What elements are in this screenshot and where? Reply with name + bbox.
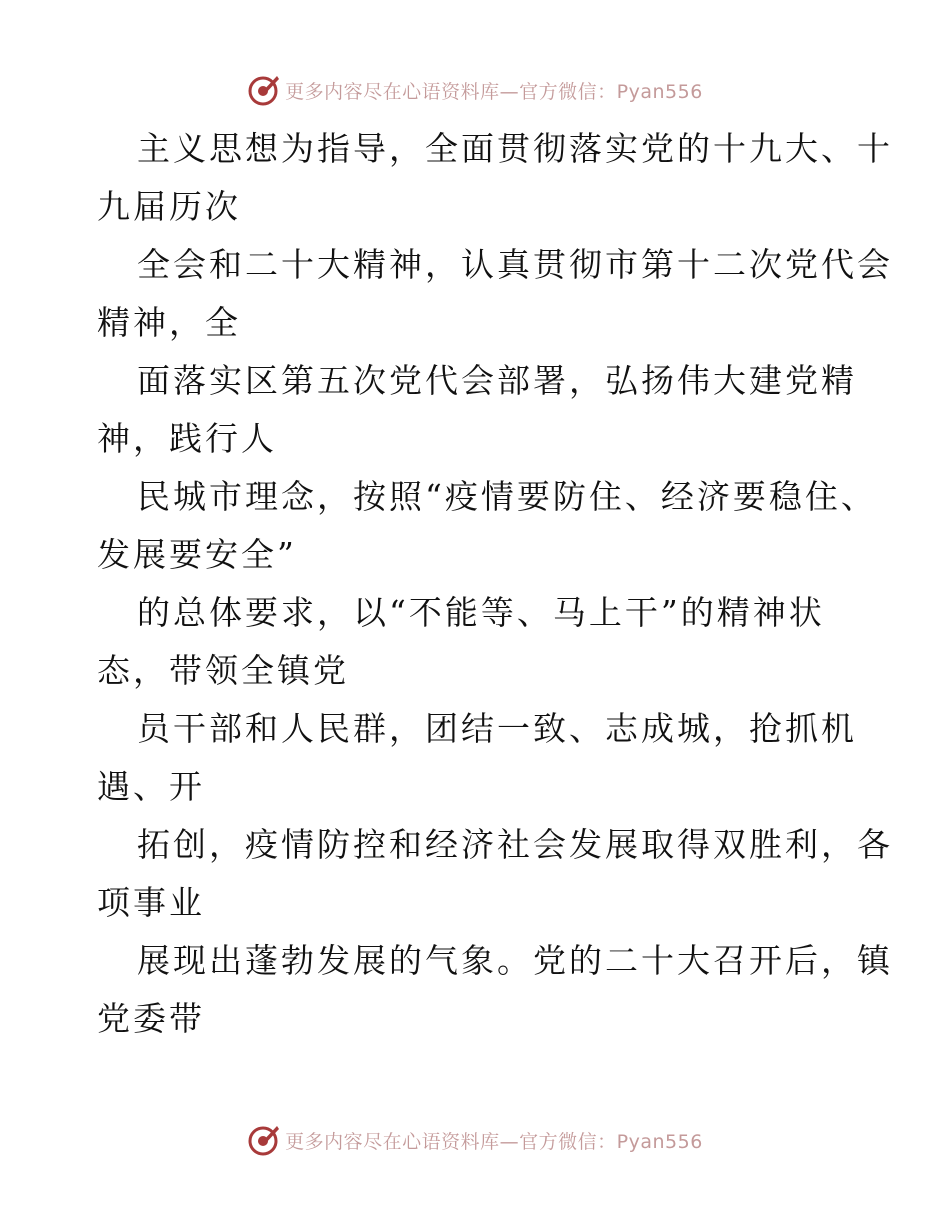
text-line: 项事业 [97, 883, 205, 922]
text-line: 的总体要求，以“不能等、马上干”的精神状 [137, 593, 825, 632]
text-line: 面落实区第五次党代会部署，弘扬伟大建党精 [137, 361, 857, 400]
text-line: 员干部和人民群，团结一致、志成城，抢抓机 [137, 709, 857, 748]
text-line: 神，践行人 [97, 419, 277, 458]
text-line: 九届历次 [97, 187, 241, 226]
text-line: 党委带 [97, 999, 205, 1038]
document-body [97, 120, 893, 1048]
header-banner [0, 70, 950, 110]
text-line: 民城市理念，按照“疫情要防住、经济要稳住、 [137, 477, 877, 516]
quill-circle-logo-icon [247, 73, 281, 107]
text-line: 遇、开 [97, 767, 205, 806]
footer-banner [0, 1120, 950, 1160]
header-banner-text: 更多内容尽在心语资料库—官方微信：Pyan556 [285, 80, 703, 103]
text-line: 精神，全 [97, 303, 241, 342]
quill-circle-logo-icon [247, 1123, 281, 1157]
footer-banner-text: 更多内容尽在心语资料库—官方微信：Pyan556 [285, 1130, 703, 1153]
text-line: 发展要安全” [97, 535, 297, 574]
text-line: 拓创，疫情防控和经济社会发展取得双胜利，各 [137, 825, 893, 864]
text-line: 展现出蓬勃发展的气象。党的二十大召开后，镇 [137, 941, 893, 980]
text-line: 主义思想为指导，全面贯彻落实党的十九大、十 [137, 129, 893, 168]
text-line: 态，带领全镇党 [97, 651, 349, 690]
text-line: 全会和二十大精神，认真贯彻市第十二次党代会 [137, 245, 893, 284]
